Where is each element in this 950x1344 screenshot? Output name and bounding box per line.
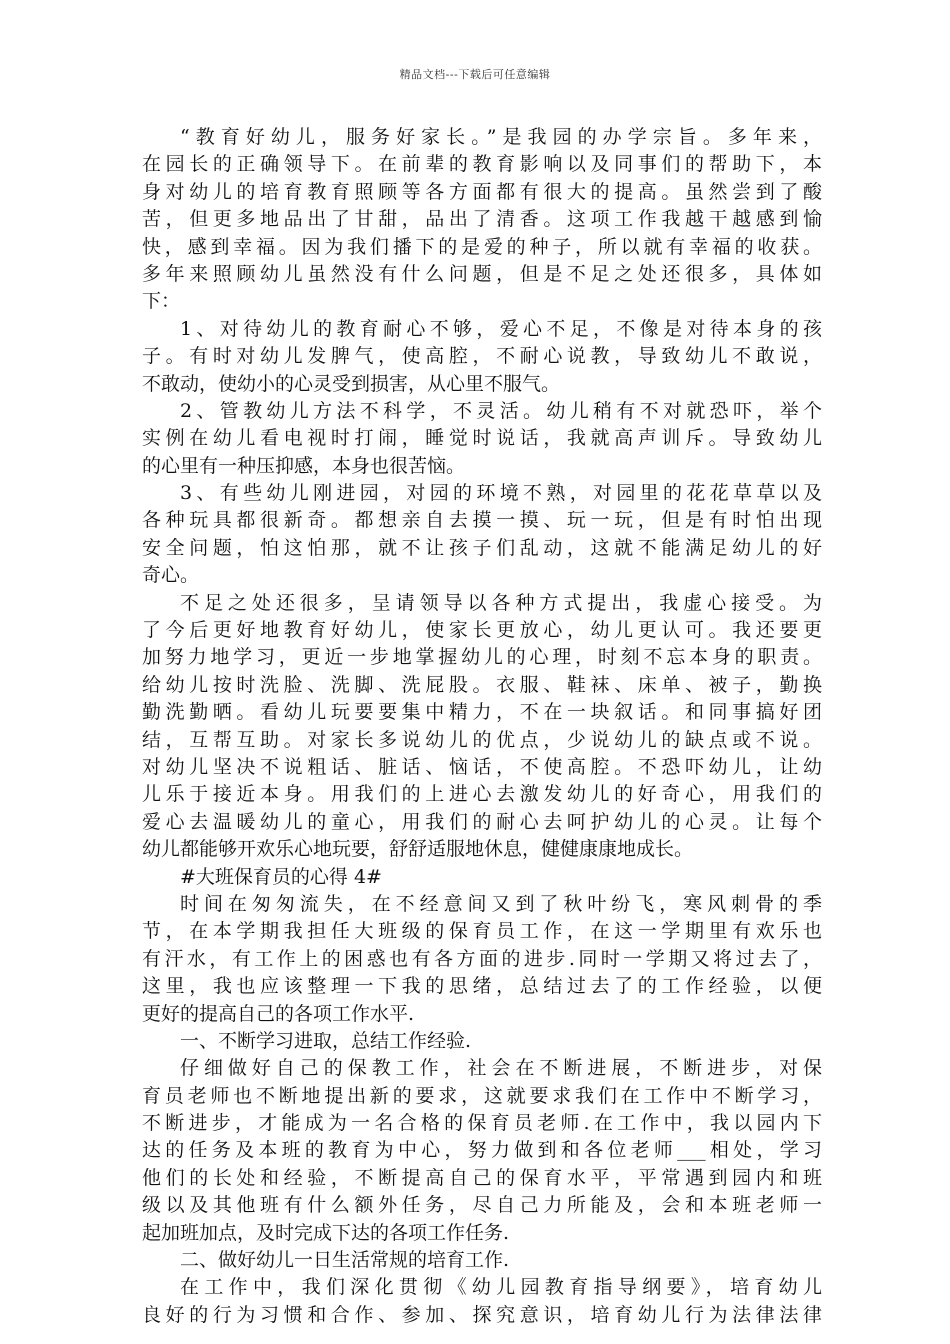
text-line: 达的任务及本班的教育为中心，努力做到和各位老师___相处，学习 — [142, 1139, 822, 1162]
text-line: 他们的长处和经验，不断提高自己的保育水平，平常遇到园内和班 — [142, 1166, 822, 1189]
text-line: 各种玩具都很新奇。都想亲自去摸一摸、玩一玩，但是有时怕出现 — [142, 509, 822, 532]
text-line: 了今后更好地教育好幼儿，使家长更放心，幼儿更认可。我还要更 — [142, 619, 822, 642]
text-line: 加努力地学习，更近一步地掌握幼儿的心理，时刻不忘本身的职责。 — [142, 646, 822, 669]
text-line: 这里，我也应该整理一下我的思绪，总结过去了的工作经验，以便 — [142, 975, 822, 998]
text-line: 的心里有一种压抑感，本身也很苦恼。 — [142, 454, 466, 477]
text-line: 更好的提高自己的各项工作水平. — [142, 1002, 415, 1025]
text-line: 在园长的正确领导下。在前辈的教育影响以及同事们的帮助下，本 — [142, 153, 822, 176]
text-line: 安全问题，怕这怕那，就不让孩子们乱动，这就不能满足幼儿的好 — [142, 536, 822, 559]
text-line: 在工作中，我们深化贯彻《幼儿园教育指导纲要》，培育幼儿 — [180, 1276, 822, 1299]
text-line: 级以及其他班有什么额外任务，尽自己力所能及，会和本班老师一 — [142, 1194, 822, 1217]
text-line: 1、对待幼儿的教育耐心不够，爱心不足，不像是对待本身的孩 — [180, 317, 822, 340]
text-line: 有汗水，有工作上的困惑也有各方面的进步.同时一学期又将过去了， — [142, 947, 822, 970]
text-line: 对幼儿坚决不说粗话、脏话、恼话，不使高腔。不恐吓幼儿，让幼 — [142, 755, 822, 778]
text-line: 多年来照顾幼儿虽然没有什么问题，但是不足之处还很多，具体如 — [142, 262, 822, 285]
text-line: 给幼儿按时洗脸、洗脚、洗屁股。衣服、鞋袜、床单、被子，勤换 — [142, 673, 822, 696]
text-line: 育员老师也不断地提出新的要求，这就要求我们在工作中不断学习， — [142, 1084, 822, 1107]
text-line: 不足之处还很多，呈请领导以各种方式提出，我虚心接受。为 — [180, 591, 822, 614]
page-header: 精品文档---下载后可任意编辑 — [399, 68, 551, 81]
text-line: 良好的行为习惯和合作、参加、探究意识，培育幼儿行为法律法律 — [142, 1303, 822, 1326]
text-line: 爱心去温暖幼儿的童心，用我们的耐心去呵护幼儿的心灵。让每个 — [142, 810, 822, 833]
text-line: 结，互帮互助。对家长多说幼儿的优点，少说幼儿的缺点或不说。 — [142, 728, 822, 751]
text-line: 二、做好幼儿一日生活常规的培育工作. — [180, 1249, 510, 1272]
text-line: 起加班加点，及时完成下达的各项工作任务. — [142, 1221, 510, 1244]
text-line: “教育好幼儿，服务好家长。”是我园的办学宗旨。多年来， — [180, 126, 822, 148]
text-line: 3、有些幼儿刚进园，对园的环境不熟，对园里的花花草草以及 — [180, 482, 822, 505]
text-line: 下： — [142, 290, 181, 313]
document-body — [142, 124, 822, 1329]
text-line: 苦，但更多地品出了甘甜，品出了清香。这项工作我越干越感到愉 — [142, 208, 822, 231]
text-line: 幼儿都能够开欢乐心地玩要，舒舒适服地休息，健健康康地成长。 — [142, 838, 694, 861]
text-line: 儿乐于接近本身。用我们的上进心去激发幼儿的好奇心，用我们的 — [142, 783, 822, 806]
text-line: 子。有时对幼儿发脾气，使高腔，不耐心说教，导致幼儿不敢说， — [142, 345, 822, 368]
text-line: 不断进步，才能成为一名合格的保育员老师.在工作中，我以园内下 — [142, 1112, 822, 1135]
text-line: 身对幼儿的培育教育照顾等各方面都有很大的提高。虽然尝到了酸 — [142, 180, 822, 203]
text-line: 勤洗勤晒。看幼儿玩要要集中精力，不在一块叙话。和同事搞好团 — [142, 701, 822, 724]
text-line: 快，感到幸福。因为我们播下的是爱的种子，所以就有幸福的收获。 — [142, 235, 822, 258]
text-line: 奇心。 — [142, 564, 200, 587]
text-line: 节，在本学期我担任大班级的保育员工作，在这一学期里有欢乐也 — [142, 920, 822, 943]
text-line: 不敢动，使幼小的心灵受到损害，从心里不服气。 — [142, 372, 561, 395]
text-line: #大班保育员的心得 4# — [180, 865, 382, 888]
text-line: 时间在匆匆流失，在不经意间又到了秋叶纷飞，寒风刺骨的季 — [180, 892, 822, 915]
text-line: 仔细做好自己的保教工作，社会在不断进展，不断进步，对保 — [180, 1057, 822, 1080]
text-line: 实例在幼儿看电视时打闹，睡觉时说话，我就高声训斥。导致幼儿 — [142, 427, 822, 450]
text-line: 一、不断学习进取，总结工作经验. — [180, 1029, 472, 1052]
text-line: 2、管教幼儿方法不科学，不灵活。幼儿稍有不对就恐吓，举个 — [180, 399, 822, 422]
